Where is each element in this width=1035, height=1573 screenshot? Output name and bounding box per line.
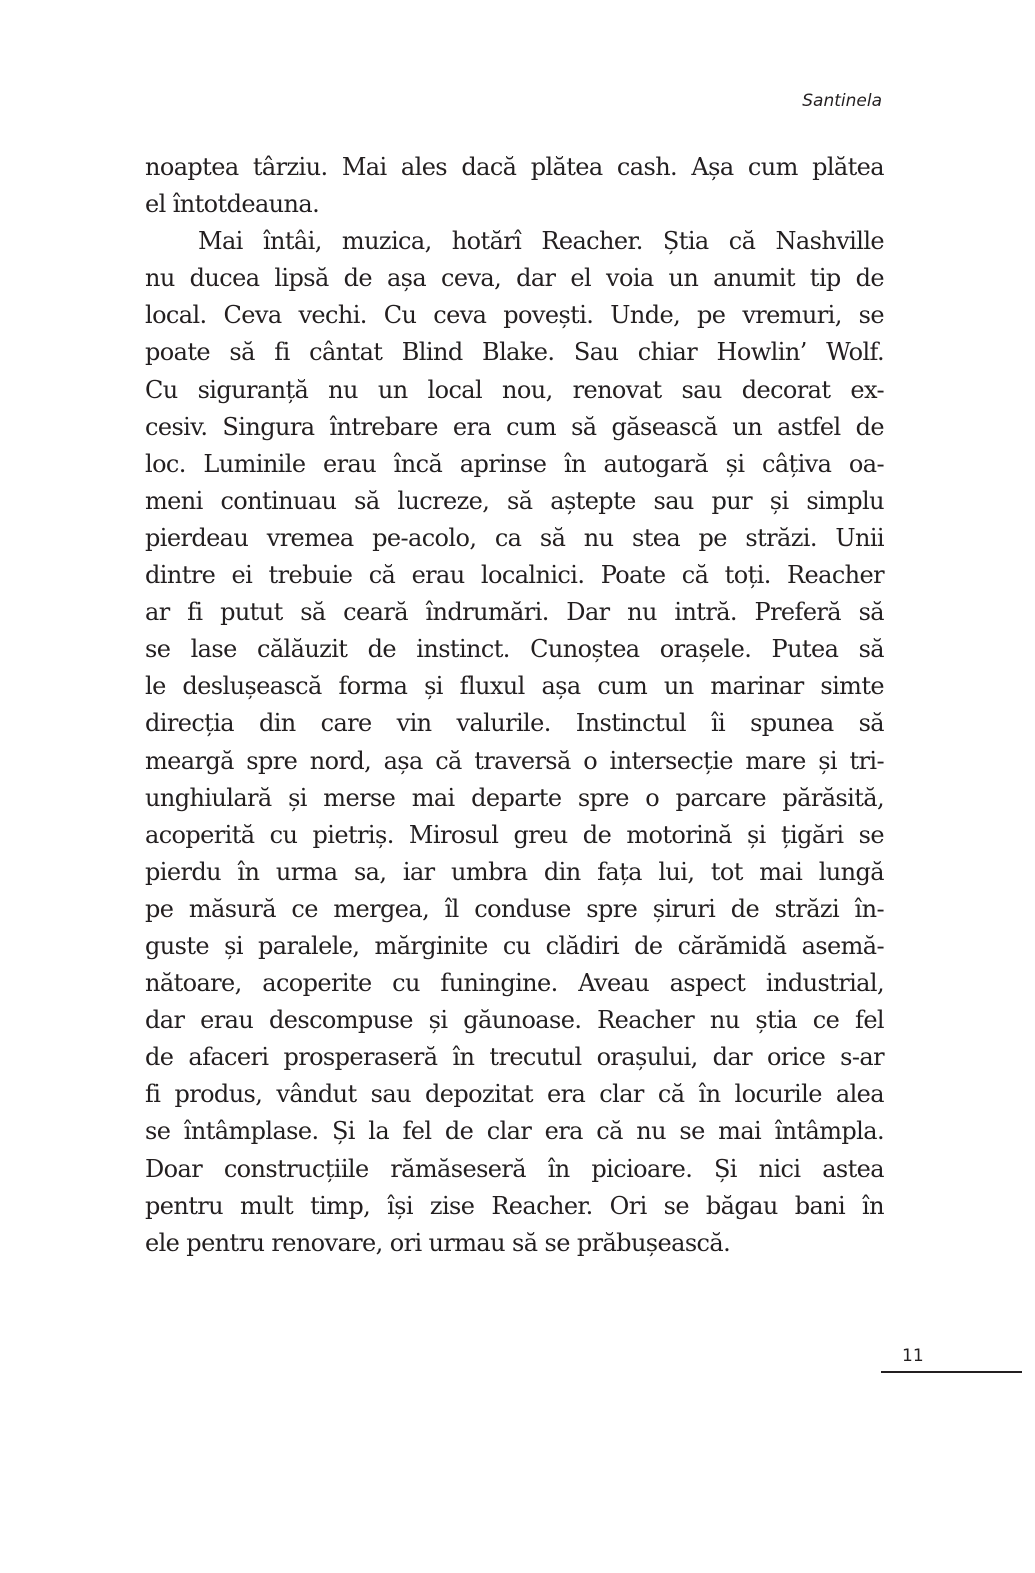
- text-line: dintre ei trebuie că erau localnici. Poate că toți. Reacher: [145, 561, 884, 590]
- text-line: ele pentru renovare, ori urmau să se prăbușească.: [145, 1228, 731, 1257]
- text-line: se întâmplase. Și la fel de clar era că nu se mai întâmpla.: [145, 1117, 884, 1146]
- text-line: dar erau descompuse și găunoase. Reacher nu știa ce fel: [145, 1006, 884, 1035]
- text-line: acoperită cu pietriș. Mirosul greu de motorină și țigări se: [145, 820, 884, 849]
- text-line: Cu siguranță nu un local nou, renovat sau decorat ex-: [145, 375, 884, 404]
- text-line: local. Ceva vechi. Cu ceva povești. Unde, pe vremuri, se: [145, 301, 884, 330]
- text-line: direcția din care vin valurile. Instinctul îi spunea să: [145, 709, 884, 738]
- text-line: Mai întâi, muzica, hotărî Reacher. Știa că Nashville: [198, 227, 884, 256]
- body-text: [145, 149, 884, 1262]
- text-line: se lase călăuzit de instinct. Cunoștea orașele. Putea să: [145, 635, 884, 664]
- text-line: ar fi putut să ceară îndrumări. Dar nu intră. Preferă să: [145, 598, 884, 627]
- text-line: le deslușească forma și fluxul așa cum un marinar simte: [145, 672, 884, 701]
- text-line: loc. Luminile erau încă aprinse în autogară și câțiva oa-: [145, 449, 884, 478]
- text-line: fi produs, vândut sau depozitat era clar că în locurile alea: [145, 1080, 884, 1109]
- text-line: noaptea târziu. Mai ales dacă plătea cash. Așa cum plătea: [145, 153, 884, 181]
- text-line: pentru mult timp, își zise Reacher. Ori se băgau bani în: [145, 1191, 884, 1220]
- text-line: guste și paralele, mărginite cu clădiri de cărămidă asemă-: [145, 931, 884, 960]
- text-line: nu ducea lipsă de așa ceva, dar el voia un anumit tip de: [145, 264, 884, 293]
- text-line: pierdeau vremea pe-acolo, ca să nu stea pe străzi. Unii: [145, 523, 884, 552]
- text-line: meargă spre nord, așa că traversă o intersecție mare și tri-: [145, 746, 884, 775]
- running-header: Santinela: [802, 91, 882, 111]
- text-line: poate să fi cântat Blind Blake. Sau chiar Howlin’ Wolf.: [145, 338, 884, 367]
- text-line: de afaceri prosperaseră în trecutul orașului, dar orice s-ar: [145, 1043, 884, 1072]
- page-number: 11: [902, 1346, 924, 1366]
- text-line: nătoare, acoperite cu funingine. Aveau aspect industrial,: [145, 969, 884, 998]
- text-line: meni continuau să lucreze, să aștepte sau pur și simplu: [145, 486, 884, 515]
- text-line: cesiv. Singura întrebare era cum să găsească un astfel de: [145, 412, 884, 441]
- footer-rule: [881, 1371, 1022, 1373]
- text-line: el întotdeauna.: [145, 190, 320, 219]
- text-line: Doar construcțiile rămăseseră în picioare. Și nici astea: [145, 1154, 884, 1183]
- text-line: unghiulară și merse mai departe spre o parcare părăsită,: [145, 783, 884, 812]
- text-line: pe măsură ce mergea, îl conduse spre șiruri de străzi în-: [145, 894, 884, 923]
- text-line: pierdu în urma sa, iar umbra din fața lui, tot mai lungă: [145, 857, 884, 886]
